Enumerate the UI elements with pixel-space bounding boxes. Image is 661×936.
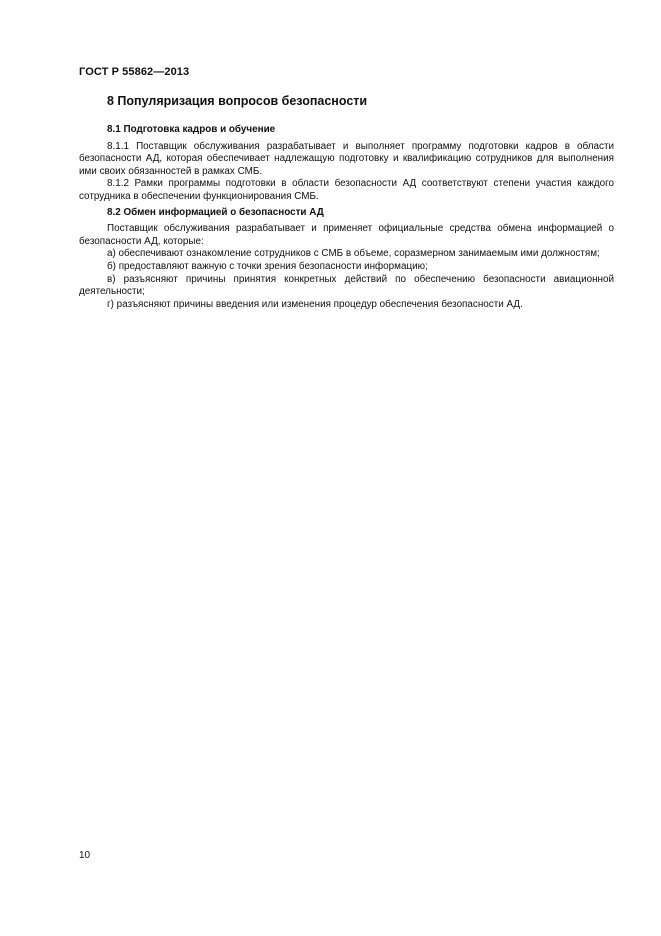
paragraph: 8.1.2 Рамки программы подготовки в области безопасности АД соответствуют степени участия каждого сотрудника в обеспечении функционирования СМБ. [79,178,614,202]
document-header: ГОСТ Р 55862—2013 [79,66,190,78]
list-item: г) разъясняют причины введения или изменения процедур обеспечения безопасности АД. [107,298,523,310]
paragraph: 8.1.1 Поставщик обслуживания разрабатывает и выполняет программу подготовки кадров в области безопасности АД, которая обеспечивает надлежащую подготовку и квалификацию сотрудников для выполнения ими своих обязанностей в рамках СМБ. [79,140,614,177]
paragraph: Поставщик обслуживания разрабатывает и применяет официальные средства обмена информацией о безопасности АД, которые: [79,223,614,247]
section-title: 8 Популяризация вопросов безопасности [107,94,368,108]
subsection-heading: 8.1 Подготовка кадров и обучение [107,124,276,135]
list-item: а) обеспечивают ознакомление сотрудников с СМБ в объеме, соразмерном занимаемым ими должностям; [107,248,600,260]
document-body [79,124,614,311]
list-item: б) предоставляют важную с точки зрения безопасности информацию; [107,260,428,272]
page-number: 10 [79,850,91,861]
subsection-heading: 8.2 Обмен информацией о безопасности АД [107,206,324,218]
list-item: в) разъясняют причины принятия конкретных действий по обеспечению безопасности авиационной деятельности; [79,273,614,298]
